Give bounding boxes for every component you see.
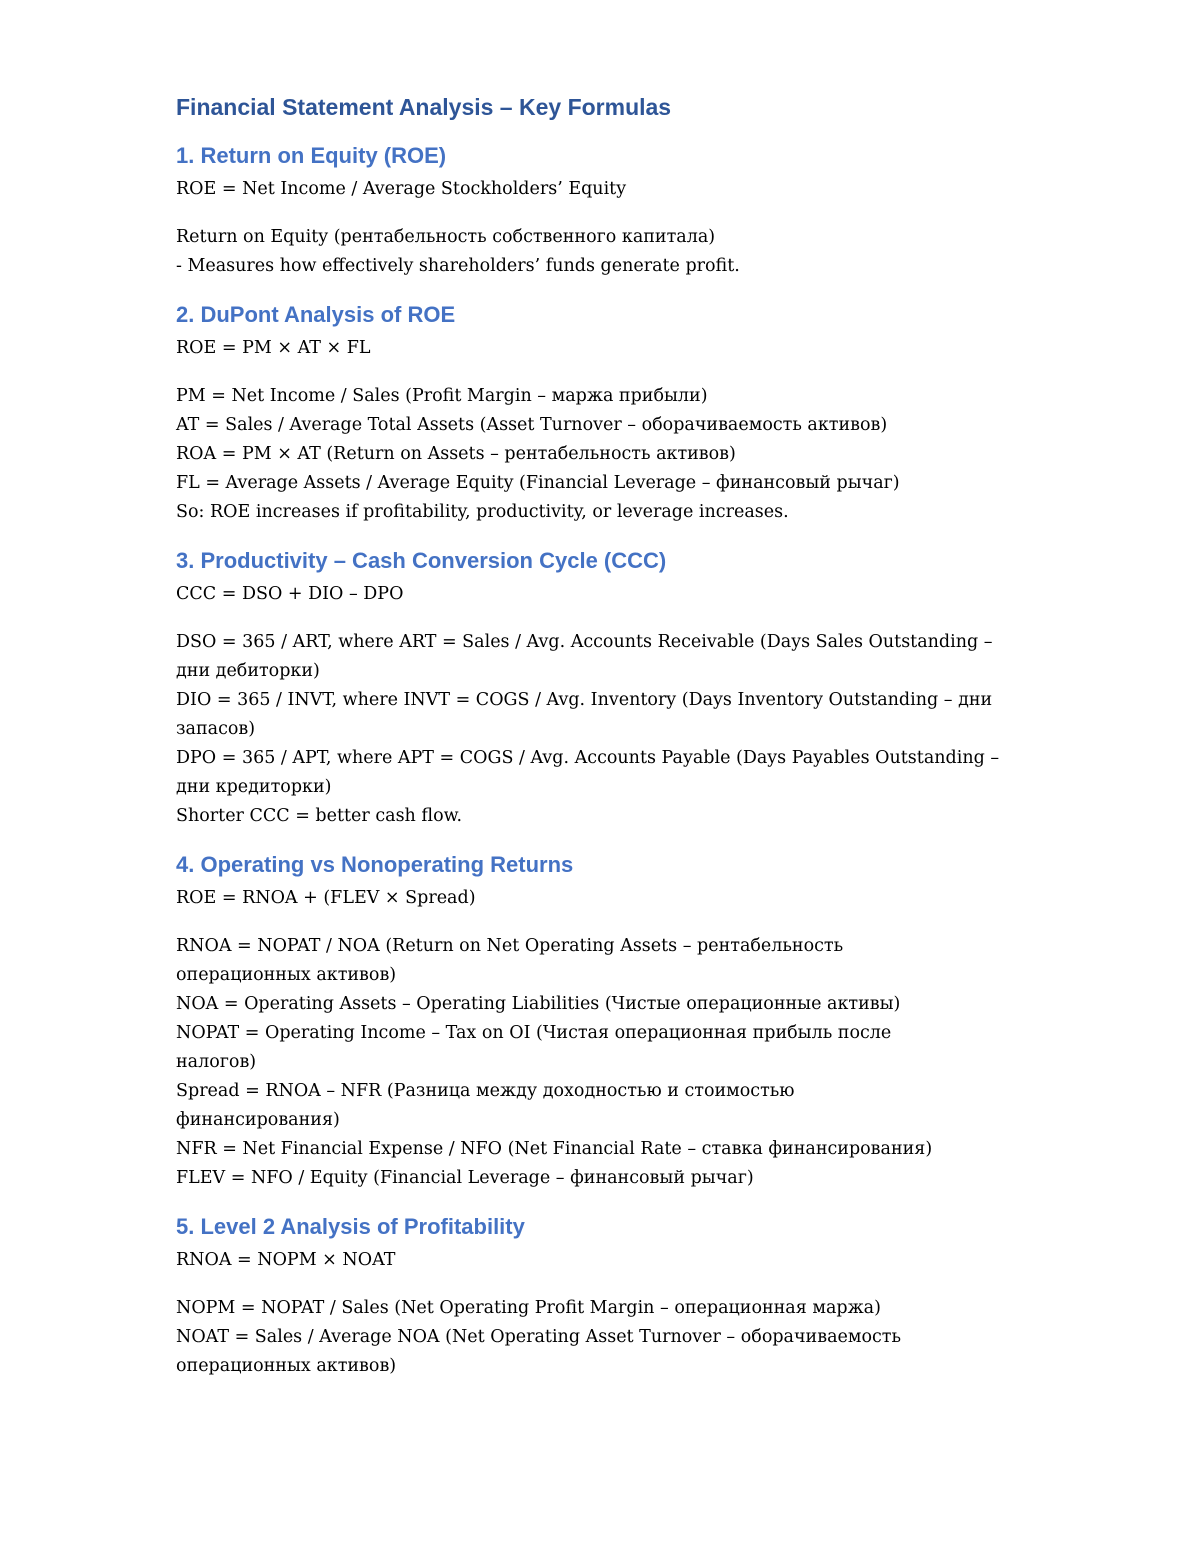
section-heading: 3. Productivity – Cash Conversion Cycle (CCC) <box>176 548 667 573</box>
paragraph-gap <box>176 609 1056 628</box>
paragraph-gap <box>176 1275 1056 1294</box>
text-line: - Measures how effectively shareholders’ funds generate profit. <box>176 256 740 276</box>
text-line: финансирования) <box>176 1110 340 1130</box>
text-line: налогов) <box>176 1052 257 1072</box>
formula: ROE = RNOA + (FLEV × Spread) <box>176 888 476 908</box>
text-line: NFR = Net Financial Expense / NFO (Net Financial Rate – ставка финансирования) <box>176 1139 933 1159</box>
section-level2-profitability <box>176 1212 1056 1381</box>
text-line: PM = Net Income / Sales (Profit Margin – маржа прибыли) <box>176 386 708 406</box>
section-heading: 1. Return on Equity (ROE) <box>176 143 447 168</box>
text-line: FL = Average Assets / Average Equity (Financial Leverage – финансовый рычаг) <box>176 473 900 493</box>
section-dupont <box>176 300 1056 527</box>
section-roe <box>176 141 1056 281</box>
text-line: дни дебиторки) <box>176 661 320 681</box>
text-line: DSO = 365 / ART, where ART = Sales / Avg. Accounts Receivable (Days Sales Outstanding – <box>176 632 993 652</box>
section-ccc <box>176 546 1056 831</box>
section-heading: 4. Operating vs Nonoperating Returns <box>176 852 574 877</box>
section-heading: 2. DuPont Analysis of ROE <box>176 302 456 327</box>
formula: RNOA = NOPM × NOAT <box>176 1250 396 1270</box>
paragraph-gap <box>176 363 1056 382</box>
text-line: DIO = 365 / INVT, where INVT = COGS / Avg. Inventory (Days Inventory Outstanding – дни <box>176 690 993 710</box>
text-line: NOA = Operating Assets – Operating Liabilities (Чистые операционные активы) <box>176 994 901 1014</box>
text-line: NOAT = Sales / Average NOA (Net Operating Asset Turnover – оборачиваемость <box>176 1327 902 1347</box>
formula: ROE = Net Income / Average Stockholders’ Equity <box>176 179 627 199</box>
paragraph-gap <box>176 204 1056 223</box>
text-line: NOPAT = Operating Income – Tax on OI (Чистая операционная прибыль после <box>176 1023 892 1043</box>
paragraph-gap <box>176 913 1056 932</box>
text-line: DPO = 365 / APT, where APT = COGS / Avg. Accounts Payable (Days Payables Outstanding – <box>176 748 1000 768</box>
formula: CCC = DSO + DIO – DPO <box>176 584 404 604</box>
text-line: операционных активов) <box>176 1356 397 1376</box>
text-line: RNOA = NOPAT / NOA (Return on Net Operating Assets – рентабельность <box>176 936 844 956</box>
text-line: AT = Sales / Average Total Assets (Asset Turnover – оборачиваемость активов) <box>176 415 888 435</box>
text-line: операционных активов) <box>176 965 397 985</box>
text-line: ROA = PM × AT (Return on Assets – рентабельность активов) <box>176 444 736 464</box>
section-heading: 5. Level 2 Analysis of Profitability <box>176 1214 525 1239</box>
text-line: Spread = RNOA – NFR (Разница между доходностью и стоимостью <box>176 1081 795 1101</box>
formula: ROE = PM × AT × FL <box>176 338 371 358</box>
text-line: дни кредиторки) <box>176 777 332 797</box>
text-line: FLEV = NFO / Equity (Financial Leverage – финансовый рычаг) <box>176 1168 754 1188</box>
text-line: So: ROE increases if profitability, productivity, or leverage increases. <box>176 502 789 522</box>
text-line: Shorter CCC = better cash flow. <box>176 806 463 826</box>
text-line: NOPM = NOPAT / Sales (Net Operating Profit Margin – операционная маржа) <box>176 1298 881 1318</box>
text-line: запасов) <box>176 719 256 739</box>
section-operating-returns <box>176 850 1056 1193</box>
document-title: Financial Statement Analysis – Key Formulas <box>176 94 672 120</box>
text-line: Return on Equity (рентабельность собственного капитала) <box>176 227 716 247</box>
document-page <box>176 90 1056 1381</box>
